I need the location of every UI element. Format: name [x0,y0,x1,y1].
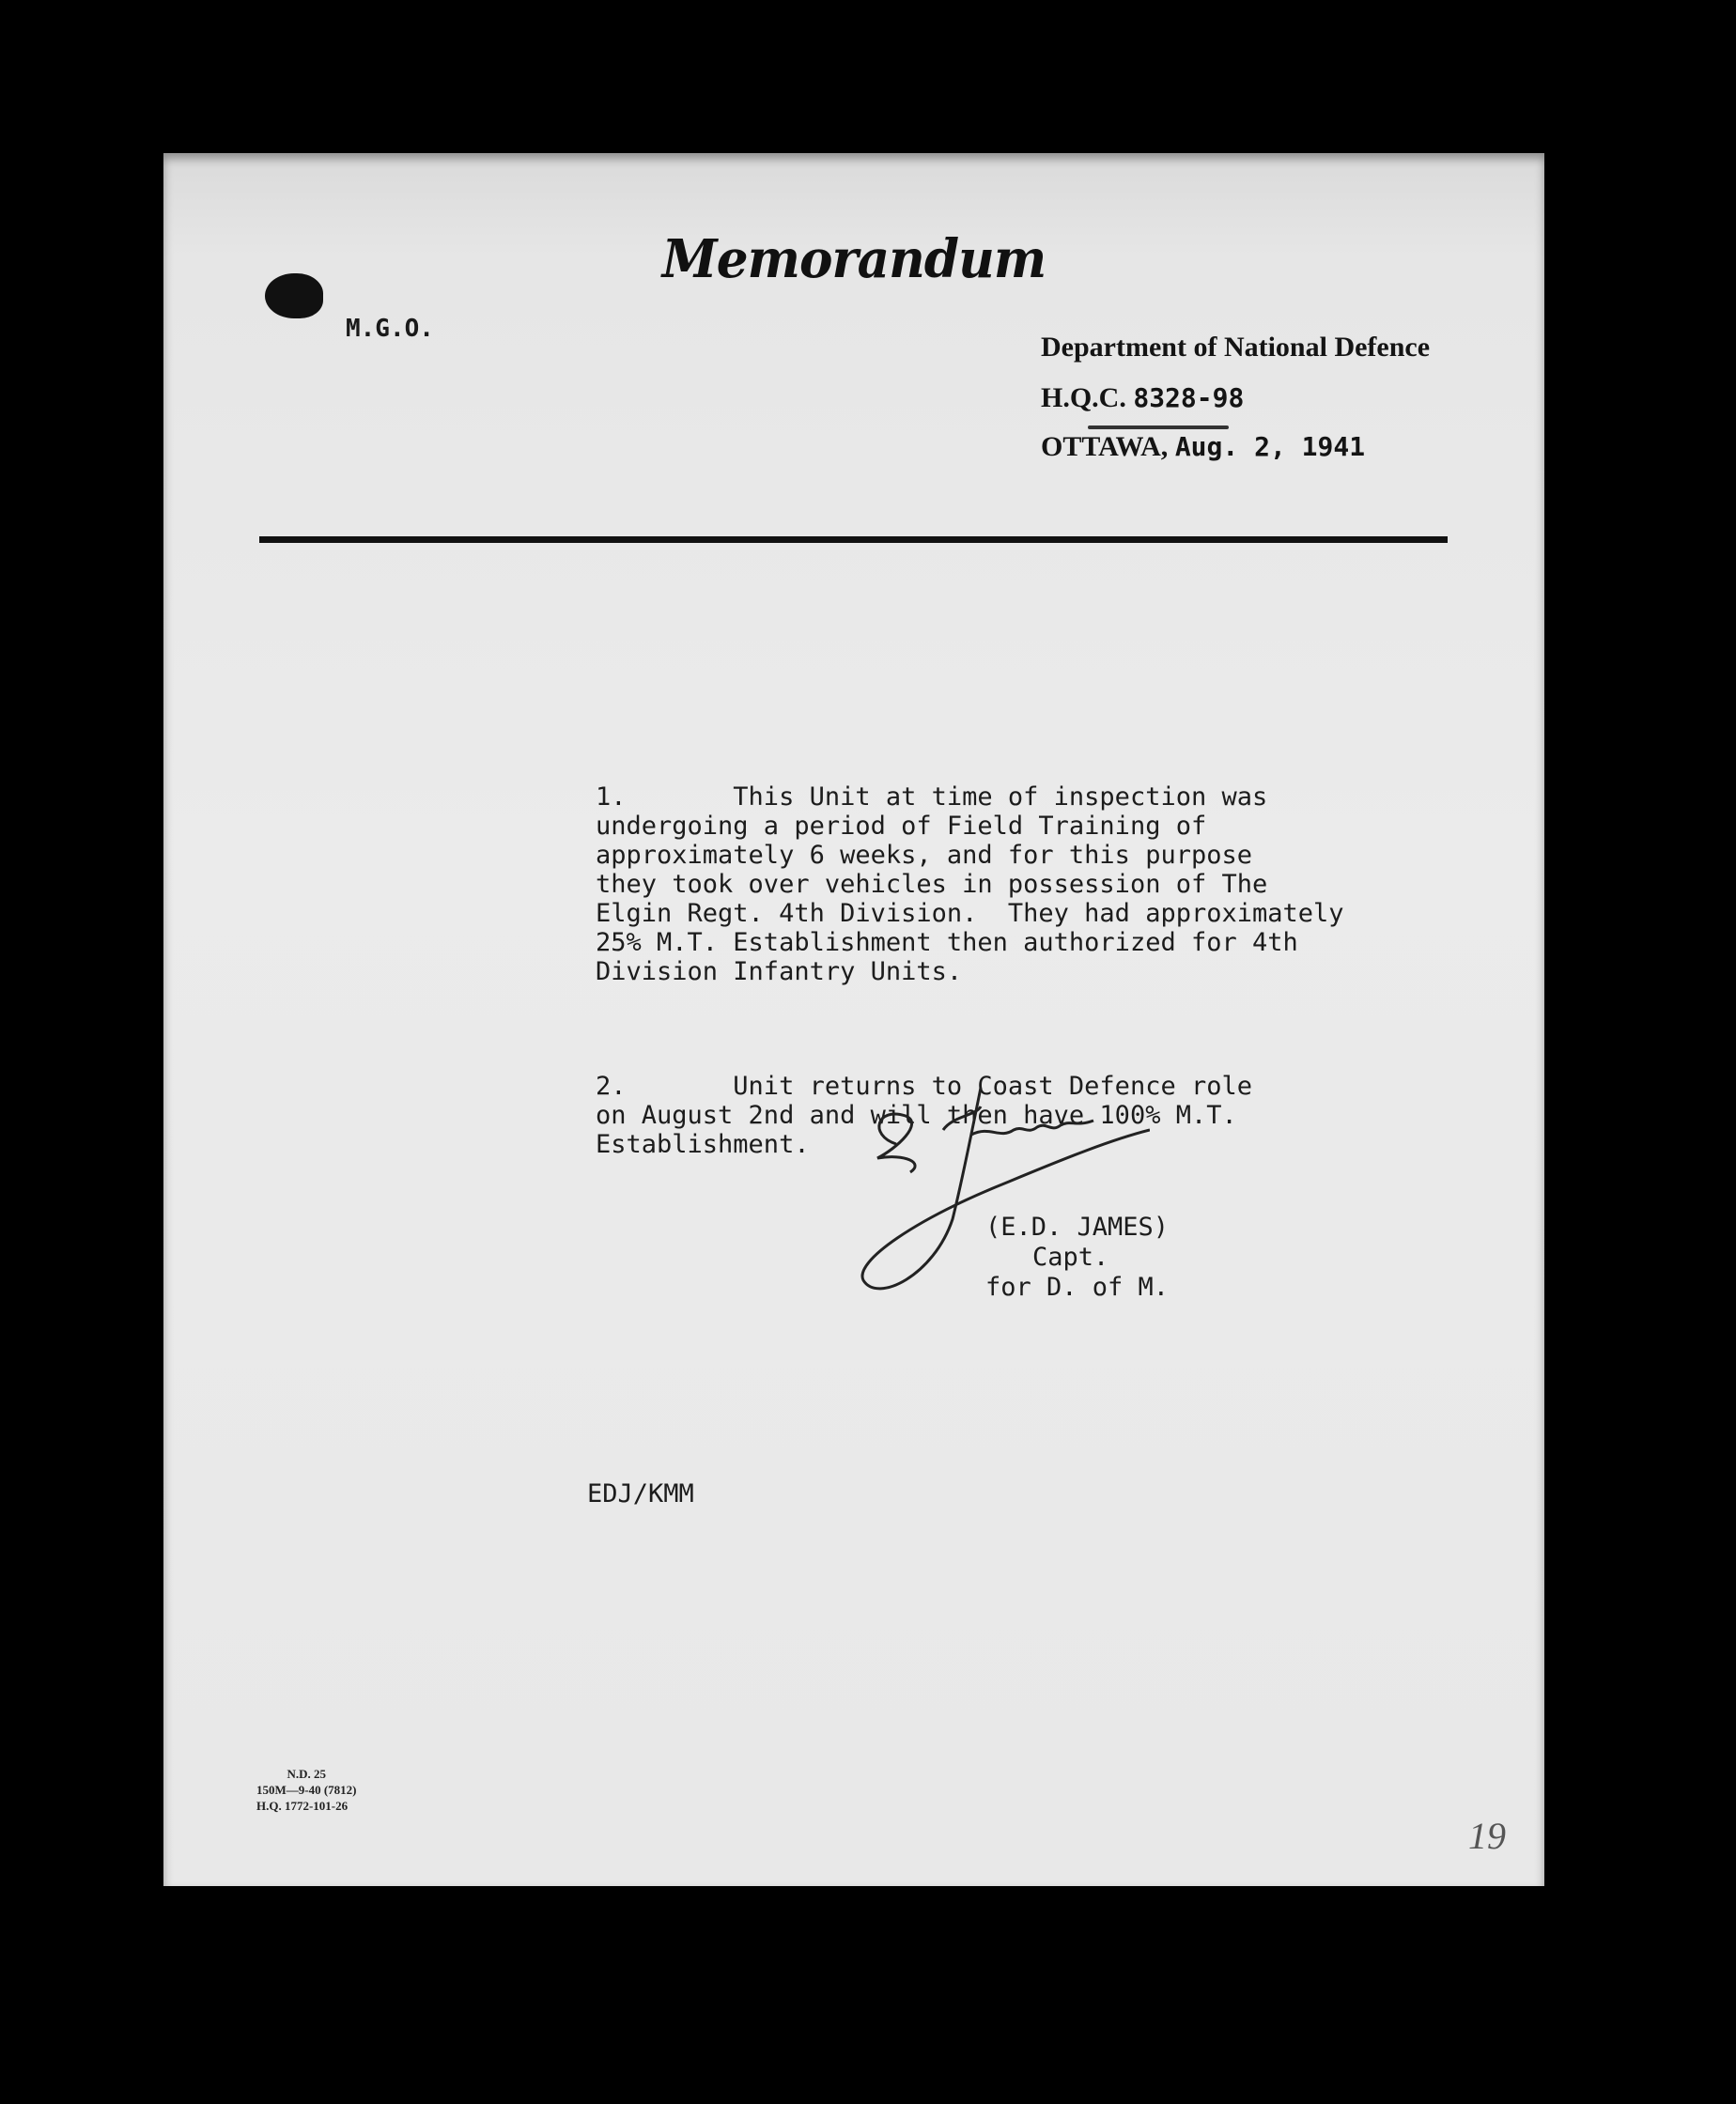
department-name: Department of National Defence [1041,332,1431,363]
signatory-capacity: for D. of M. [985,1273,1170,1302]
header-rule [259,536,1448,543]
date-line [1041,431,1430,463]
form-number-block [256,1766,357,1814]
paragraph-2: 2. Unit returns to Coast Defence role on August 2nd and will then have 100% M.T. Establishment. [596,1072,1252,1159]
date-place: OTTAWA, [1041,431,1169,462]
typist-initials: EDJ/KMM [587,1479,694,1508]
ink-blot [265,273,323,318]
reference-underline [1088,425,1229,429]
paragraph-1: 1. This Unit at time of inspection was undergoing a period of Field Training of approximately 6 weeks, and for this purpose they took over vehicles in possession of The Elgin Regt. 4th Division. They had approximately 25% M.T. Establishment then authorized for 4th Division Infantry Units. [596,782,1344,986]
form-line-1: N.D. 25 [287,1767,327,1781]
page-number: 19 [1468,1815,1506,1857]
signatory-name: (E.D. JAMES) [985,1213,1170,1242]
reference-number: 8328-98 [1133,382,1245,413]
date-value: Aug. 2, 1941 [1174,431,1366,462]
form-line-2: 150M—9-40 (7812) [256,1783,357,1797]
memo-title: Memorandum [661,228,1046,290]
form-line-3: H.Q. 1772-101-26 [256,1799,349,1813]
memo-page [163,153,1544,1886]
department-header [1041,332,1430,480]
signature-block [985,1213,1169,1303]
addressee: M.G.O. [346,315,434,343]
reference-line [1041,382,1430,414]
reference-label: H.Q.C. [1041,382,1126,413]
signatory-rank: Capt. [1032,1243,1109,1272]
